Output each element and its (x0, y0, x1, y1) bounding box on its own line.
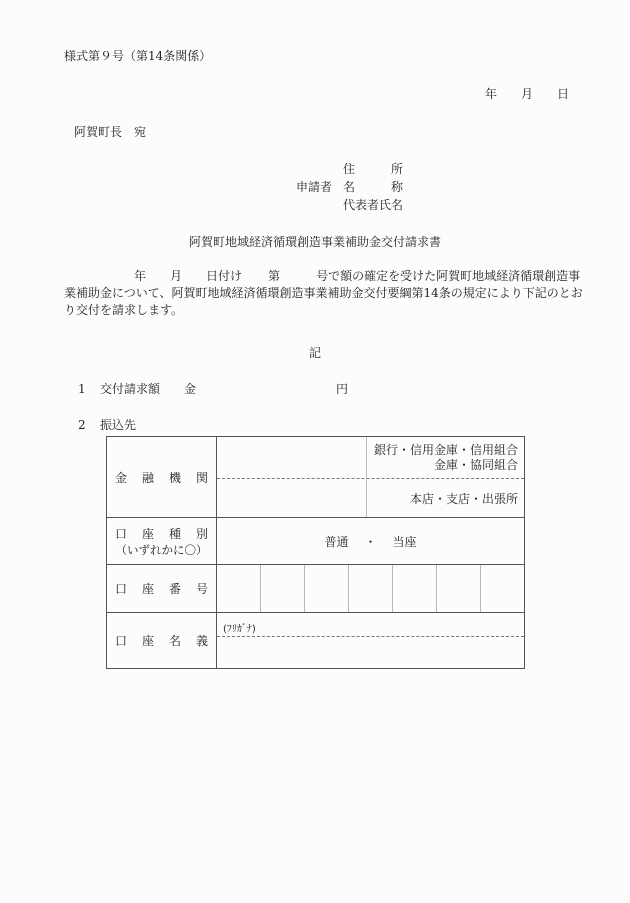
branch-type-options: 本店・支店・出張所 (410, 492, 519, 506)
applicant-label: 申請者 (296, 180, 333, 194)
account-digit-cell[interactable] (261, 565, 305, 613)
row-account-holder (107, 613, 525, 669)
document-title: 阿賀町地域経済循環創造事業補助金交付請求書 (188, 235, 441, 249)
date-month-label: 月 (521, 87, 534, 101)
label-account-type: 口 座 種 別 （いずれかに〇） (107, 518, 217, 565)
financial-institution-cell[interactable] (217, 437, 525, 518)
date-year-label: 年 (485, 87, 498, 101)
applicant-address-label: 住 所 (343, 162, 404, 176)
furigana-label: (ﾌﾘｶﾞﾅ) (223, 624, 256, 635)
bank-account-table (106, 436, 525, 669)
bank-type-options: 銀行・信用金庫・信用組合 金庫・協同組合 (374, 443, 519, 472)
amount-suffix: 円 (336, 382, 349, 396)
row-account-type (107, 518, 525, 565)
body-line-2: 業補助金について、阿賀町地域経済循環創造事業補助金交付要綱第14条の規定により下記のとお (64, 286, 583, 300)
form-number: 様式第９号（第14条関係） (64, 49, 212, 63)
account-digit-cell[interactable] (217, 565, 261, 613)
account-digit-cell[interactable] (437, 565, 481, 613)
applicant-name-label: 名 称 (343, 180, 404, 194)
account-digit-cell[interactable] (481, 565, 525, 613)
addressee: 阿賀町長 宛 (74, 125, 147, 139)
applicant-representative-label: 代表者氏名 (343, 198, 404, 212)
item-transfer-label: 振込先 (100, 418, 137, 432)
date-day-label: 日 (557, 87, 570, 101)
option-ordinary[interactable]: 普通 (324, 534, 349, 549)
body-paragraph (64, 268, 584, 319)
item-request-amount-label: 交付請求額 (100, 382, 161, 396)
item-transfer-destination: 2 振込先 (78, 418, 137, 432)
account-digit-cell[interactable] (349, 565, 393, 613)
account-digit-cell[interactable] (393, 565, 437, 613)
date-line (485, 87, 569, 101)
column-divider (366, 437, 367, 517)
account-type-cell[interactable]: 普通 ・ 当座 (217, 518, 525, 565)
option-current[interactable]: 当座 (392, 534, 417, 549)
dashed-divider (217, 478, 524, 479)
row-financial-institution (107, 437, 525, 518)
label-financial-institution: 金 融 機 関 (107, 437, 217, 518)
label-account-holder: 口 座 名 義 (107, 613, 217, 669)
label-account-number: 口 座 番 号 (107, 565, 217, 613)
account-holder-cell[interactable] (217, 613, 525, 669)
body-line-3: り交付を請求します。 (64, 303, 184, 317)
amount-prefix: 金 (184, 382, 197, 396)
dashed-divider (217, 636, 524, 637)
item-request-amount: 1 交付請求額 金 円 (78, 382, 349, 396)
account-digit-cell[interactable] (305, 565, 349, 613)
ki-heading: 記 (308, 346, 321, 360)
row-account-number (107, 565, 525, 613)
body-line-1: 年 月 日付け 第 号で額の確定を受けた阿賀町地域経済循環創造事 (134, 269, 581, 283)
